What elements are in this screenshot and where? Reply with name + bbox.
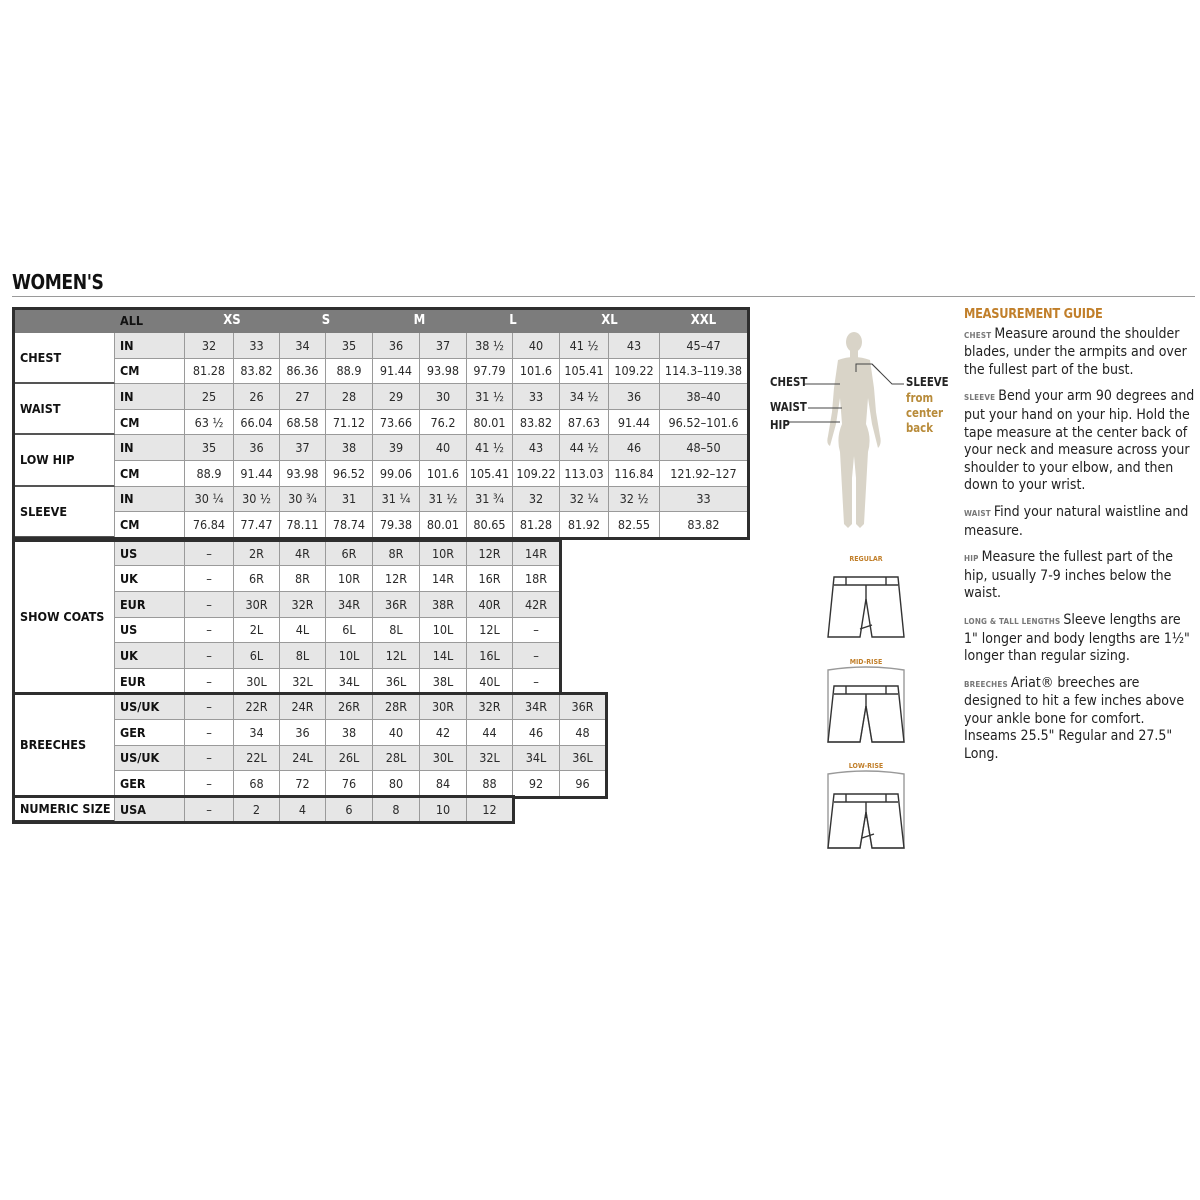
size-value-cell: 34L: [326, 669, 373, 695]
size-value-cell: 80.01: [467, 410, 513, 436]
size-value-cell: 80.65: [467, 512, 513, 538]
unit-label: EUR: [115, 592, 185, 618]
size-value-cell: 33: [234, 333, 280, 359]
guide-key: HIP: [964, 554, 979, 564]
size-value-cell: 42: [420, 720, 467, 746]
header-size: L: [467, 309, 560, 333]
size-value-cell: 40L: [467, 669, 513, 695]
unit-label: IN: [115, 487, 185, 513]
size-value-cell: 26L: [326, 746, 373, 772]
unit-label: GER: [115, 720, 185, 746]
size-value-cell: 28: [326, 384, 373, 410]
size-value-cell: 34R: [326, 592, 373, 618]
size-value-cell: 41 ½: [467, 435, 513, 461]
size-value-cell: 48: [560, 720, 606, 746]
guide-item-sleeve: [964, 388, 1196, 495]
size-value-cell: 8R: [373, 541, 420, 567]
size-value-cell: 91.44: [609, 410, 660, 436]
size-value-cell: 105.41: [560, 359, 609, 385]
size-value-cell: 87.63: [560, 410, 609, 436]
size-value-cell: 86.36: [280, 359, 326, 385]
size-value-cell: 38 ½: [467, 333, 513, 359]
size-value-cell: 84: [420, 771, 467, 797]
size-value-cell: 34R: [513, 694, 560, 720]
size-value-cell: 28L: [373, 746, 420, 772]
guide-text: Measure around the shoulder blades, under the armpits and over the fullest part of the bust.: [964, 325, 1187, 378]
measurement-guide: [964, 306, 1196, 773]
pant-mid-rise-icon: [824, 656, 908, 746]
size-value-cell: 31 ¾: [467, 487, 513, 513]
row-group-label: SLEEVE: [14, 487, 115, 538]
size-value-cell: 38: [326, 435, 373, 461]
unit-label: IN: [115, 435, 185, 461]
size-value-cell: 43: [513, 435, 560, 461]
size-value-cell: 30 ¼: [185, 487, 234, 513]
size-value-cell: 78.74: [326, 512, 373, 538]
size-value-cell: 2: [234, 797, 280, 823]
guide-text: Find your natural waistline and measure.: [964, 503, 1189, 539]
size-value-cell: 30R: [234, 592, 280, 618]
size-value-cell: 10L: [326, 643, 373, 669]
size-value-cell: 96: [560, 771, 606, 797]
size-value-cell: 76.84: [185, 512, 234, 538]
size-value-cell: –: [185, 720, 234, 746]
size-value-cell: 32R: [467, 694, 513, 720]
size-value-cell: 105.41: [467, 461, 513, 487]
size-value-cell: 88.9: [326, 359, 373, 385]
size-value-cell: 71.12: [326, 410, 373, 436]
size-value-cell: 81.28: [513, 512, 560, 538]
sleeve-label: SLEEVE: [906, 375, 949, 389]
size-value-cell: 31 ½: [467, 384, 513, 410]
size-value-cell: 101.6: [513, 359, 560, 385]
guide-text: Ariat® breeches are designed to hit a few inches above your ankle bone for comfort. Inseams 25.5" Regular and 27.5" Long.: [964, 674, 1185, 763]
pant-label-low-rise: LOW-RISE: [848, 762, 884, 770]
size-value-cell: 109.22: [609, 359, 660, 385]
size-value-cell: 43: [609, 333, 660, 359]
size-value-cell: 38: [326, 720, 373, 746]
chest-label: CHEST: [770, 375, 808, 389]
unit-label: US: [115, 618, 185, 644]
guide-item-waist: [964, 504, 1196, 540]
size-value-cell: –: [185, 771, 234, 797]
size-value-cell: 38L: [420, 669, 467, 695]
size-value-cell: 34L: [513, 746, 560, 772]
mid-rise-pant: [824, 656, 908, 746]
size-value-cell: –: [185, 746, 234, 772]
guide-item-long-tall: [964, 612, 1196, 666]
size-value-cell: 40R: [467, 592, 513, 618]
waist-label: WAIST: [770, 400, 807, 414]
size-value-cell: 81.28: [185, 359, 234, 385]
size-value-cell: 114.3–119.38: [660, 359, 748, 385]
size-value-cell: 10L: [420, 618, 467, 644]
size-value-cell: 32L: [467, 746, 513, 772]
size-value-cell: 93.98: [280, 461, 326, 487]
size-value-cell: 6R: [234, 566, 280, 592]
size-value-cell: 31 ¼: [373, 487, 420, 513]
size-value-cell: 12R: [467, 541, 513, 567]
size-value-cell: 32L: [280, 669, 326, 695]
size-value-cell: 35: [185, 435, 234, 461]
size-value-cell: 34: [234, 720, 280, 746]
size-value-cell: 31: [326, 487, 373, 513]
size-value-cell: 93.98: [420, 359, 467, 385]
size-value-cell: 109.22: [513, 461, 560, 487]
row-group-label: LOW HIP: [14, 435, 115, 486]
size-value-cell: 4L: [280, 618, 326, 644]
unit-label: UK: [115, 643, 185, 669]
page-title: WOMEN'S: [12, 270, 104, 294]
size-value-cell: 36L: [373, 669, 420, 695]
size-value-cell: 6L: [234, 643, 280, 669]
guide-text: Sleeve lengths are 1" longer and body lengths are 1½" longer than regular sizing.: [964, 611, 1190, 665]
size-value-cell: 96.52: [326, 461, 373, 487]
size-value-cell: 32: [185, 333, 234, 359]
size-value-cell: 36R: [373, 592, 420, 618]
size-value-cell: 79.38: [373, 512, 420, 538]
size-value-cell: 78.11: [280, 512, 326, 538]
size-value-cell: 24L: [280, 746, 326, 772]
size-value-cell: 16R: [467, 566, 513, 592]
size-value-cell: 32R: [280, 592, 326, 618]
size-value-cell: 31 ½: [420, 487, 467, 513]
size-value-cell: 4R: [280, 541, 326, 567]
row-group-label: BREECHES: [14, 694, 115, 796]
size-value-cell: 33: [513, 384, 560, 410]
guide-item-chest: [964, 326, 1196, 380]
unit-label: US: [115, 541, 185, 567]
size-value-cell: 14R: [513, 541, 560, 567]
size-value-cell: 29: [373, 384, 420, 410]
header-size: XS: [185, 309, 280, 333]
size-value-cell: 73.66: [373, 410, 420, 436]
size-value-cell: 10: [420, 797, 467, 823]
size-value-cell: 12L: [467, 618, 513, 644]
size-value-cell: 45–47: [660, 333, 748, 359]
size-value-cell: 46: [609, 435, 660, 461]
size-value-cell: 91.44: [234, 461, 280, 487]
unit-label: CM: [115, 359, 185, 385]
size-value-cell: 22R: [234, 694, 280, 720]
size-value-cell: 38–40: [660, 384, 748, 410]
size-value-cell: 28R: [373, 694, 420, 720]
size-value-cell: 88.9: [185, 461, 234, 487]
size-value-cell: 32 ½: [609, 487, 660, 513]
size-value-cell: 80: [373, 771, 420, 797]
header-size: XL: [560, 309, 660, 333]
size-value-cell: 14L: [420, 643, 467, 669]
size-value-cell: –: [513, 669, 560, 695]
size-value-cell: –: [185, 669, 234, 695]
size-value-cell: 40: [420, 435, 467, 461]
size-value-cell: 42R: [513, 592, 560, 618]
size-value-cell: 40: [373, 720, 420, 746]
unit-label: UK: [115, 566, 185, 592]
size-value-cell: 27: [280, 384, 326, 410]
header-all: ALL: [115, 309, 185, 333]
size-value-cell: 34: [280, 333, 326, 359]
size-value-cell: 99.06: [373, 461, 420, 487]
size-value-cell: 6L: [326, 618, 373, 644]
size-value-cell: –: [513, 643, 560, 669]
row-group-label: WAIST: [14, 384, 115, 435]
size-value-cell: 26: [234, 384, 280, 410]
guide-key: SLEEVE: [964, 393, 996, 403]
size-value-cell: 40: [513, 333, 560, 359]
size-value-cell: 32: [513, 487, 560, 513]
size-value-cell: 39: [373, 435, 420, 461]
size-value-cell: 121.92–127: [660, 461, 748, 487]
size-value-cell: 18R: [513, 566, 560, 592]
size-value-cell: 10R: [326, 566, 373, 592]
size-value-cell: –: [513, 618, 560, 644]
size-value-cell: –: [185, 694, 234, 720]
size-value-cell: 36R: [560, 694, 606, 720]
size-value-cell: 8L: [280, 643, 326, 669]
low-rise-pant: [824, 760, 908, 852]
size-value-cell: 36: [280, 720, 326, 746]
pant-label-regular: REGULAR: [849, 555, 883, 563]
size-value-cell: –: [185, 618, 234, 644]
unit-label: US/UK: [115, 746, 185, 772]
size-value-cell: 82.55: [609, 512, 660, 538]
size-value-cell: 14R: [420, 566, 467, 592]
size-value-cell: 63 ½: [185, 410, 234, 436]
size-value-cell: 34 ½: [560, 384, 609, 410]
size-value-cell: 25: [185, 384, 234, 410]
unit-label: USA: [115, 797, 185, 823]
guide-item-breeches: [964, 675, 1196, 764]
row-group-label: SHOW COATS: [14, 541, 115, 695]
size-value-cell: 8L: [373, 618, 420, 644]
header-size: S: [280, 309, 373, 333]
unit-label: US/UK: [115, 694, 185, 720]
size-value-cell: 101.6: [420, 461, 467, 487]
size-value-cell: –: [185, 797, 234, 823]
size-value-cell: 22L: [234, 746, 280, 772]
size-value-cell: 48–50: [660, 435, 748, 461]
size-value-cell: 36L: [560, 746, 606, 772]
size-value-cell: 2R: [234, 541, 280, 567]
size-value-cell: –: [185, 541, 234, 567]
size-value-cell: 35: [326, 333, 373, 359]
size-value-cell: 30 ¾: [280, 487, 326, 513]
size-value-cell: 113.03: [560, 461, 609, 487]
unit-label: CM: [115, 512, 185, 538]
size-value-cell: 77.47: [234, 512, 280, 538]
unit-label: EUR: [115, 669, 185, 695]
hip-label: HIP: [770, 418, 790, 432]
size-value-cell: 6R: [326, 541, 373, 567]
size-value-cell: 30L: [234, 669, 280, 695]
size-value-cell: 96.52–101.6: [660, 410, 748, 436]
size-value-cell: 36: [609, 384, 660, 410]
size-value-cell: 12R: [373, 566, 420, 592]
size-value-cell: 72: [280, 771, 326, 797]
size-value-cell: 33: [660, 487, 748, 513]
size-value-cell: 68: [234, 771, 280, 797]
size-value-cell: –: [185, 592, 234, 618]
size-value-cell: 4: [280, 797, 326, 823]
unit-label: IN: [115, 384, 185, 410]
size-value-cell: 37: [420, 333, 467, 359]
size-value-cell: 36: [373, 333, 420, 359]
pant-regular-icon: [824, 553, 908, 641]
size-value-cell: 30L: [420, 746, 467, 772]
pant-low-rise-icon: [824, 760, 908, 852]
size-value-cell: 46: [513, 720, 560, 746]
size-value-cell: 41 ½: [560, 333, 609, 359]
size-value-cell: 116.84: [609, 461, 660, 487]
row-group-label: NUMERIC SIZE: [14, 797, 115, 823]
size-value-cell: 30 ½: [234, 487, 280, 513]
unit-label: GER: [115, 771, 185, 797]
unit-label: IN: [115, 333, 185, 359]
regular-rise-pant: [824, 553, 908, 641]
size-value-cell: 16L: [467, 643, 513, 669]
size-value-cell: 44 ½: [560, 435, 609, 461]
size-value-cell: 8R: [280, 566, 326, 592]
size-value-cell: 30: [420, 384, 467, 410]
size-value-cell: 37: [280, 435, 326, 461]
guide-key: LONG & TALL LENGTHS: [964, 616, 1061, 626]
size-value-cell: 97.79: [467, 359, 513, 385]
size-value-cell: 6: [326, 797, 373, 823]
size-value-cell: 32 ¼: [560, 487, 609, 513]
sleeve-sub-label: from center back: [906, 391, 944, 435]
size-value-cell: 81.92: [560, 512, 609, 538]
size-value-cell: 36: [234, 435, 280, 461]
size-value-cell: 44: [467, 720, 513, 746]
guide-key: CHEST: [964, 330, 992, 340]
size-value-cell: 12: [467, 797, 513, 823]
size-value-cell: 38R: [420, 592, 467, 618]
size-value-cell: 83.82: [234, 359, 280, 385]
size-value-cell: 76.2: [420, 410, 467, 436]
guide-item-hip: [964, 549, 1196, 603]
size-value-cell: 83.82: [513, 410, 560, 436]
unit-label: CM: [115, 410, 185, 436]
size-value-cell: 12L: [373, 643, 420, 669]
guide-key: WAIST: [964, 508, 991, 518]
size-value-cell: 80.01: [420, 512, 467, 538]
guide-title: MEASUREMENT GUIDE: [964, 307, 1103, 322]
size-value-cell: 83.82: [660, 512, 748, 538]
size-value-cell: 88: [467, 771, 513, 797]
header-size: M: [373, 309, 467, 333]
size-value-cell: 91.44: [373, 359, 420, 385]
size-value-cell: –: [185, 643, 234, 669]
pant-label-mid-rise: MID-RISE: [849, 658, 883, 666]
size-value-cell: 8: [373, 797, 420, 823]
size-value-cell: 30R: [420, 694, 467, 720]
size-value-cell: 10R: [420, 541, 467, 567]
guide-key: BREECHES: [964, 679, 1008, 689]
guide-text: Bend your arm 90 degrees and put your hand on your hip. Hold the tape measure at the center back of your neck and measure across your shoulder to your elbow, and then down to your wrist.: [964, 388, 1195, 494]
size-value-cell: 76: [326, 771, 373, 797]
size-value-cell: 24R: [280, 694, 326, 720]
size-value-cell: 68.58: [280, 410, 326, 436]
size-value-cell: 26R: [326, 694, 373, 720]
size-value-cell: 2L: [234, 618, 280, 644]
unit-label: CM: [115, 461, 185, 487]
size-value-cell: 66.04: [234, 410, 280, 436]
header-blank: [14, 309, 115, 333]
size-value-cell: 92: [513, 771, 560, 797]
title-divider: [12, 296, 1195, 297]
guide-text: Measure the fullest part of the hip, usually 7-9 inches below the waist.: [964, 549, 1174, 602]
header-size: XXL: [660, 309, 748, 333]
size-value-cell: –: [185, 566, 234, 592]
row-group-label: CHEST: [14, 333, 115, 384]
